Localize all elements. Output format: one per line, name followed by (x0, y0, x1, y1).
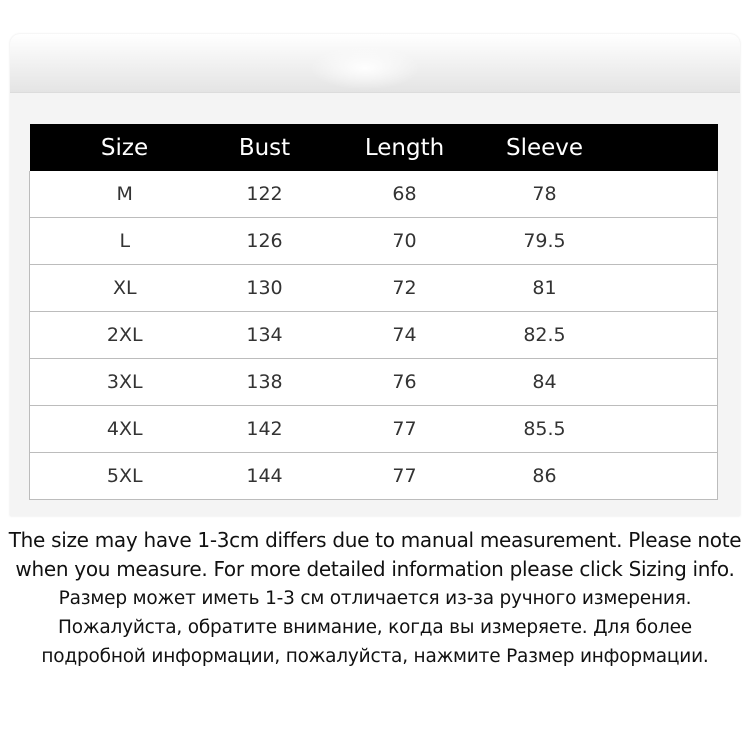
table-header-row (30, 124, 718, 171)
cell-spacer (590, 312, 718, 359)
measurement-notes (0, 526, 750, 671)
cell-bust: 126 (220, 218, 310, 265)
cell-spacer (590, 218, 718, 265)
cell-sleeve: 78 (500, 171, 590, 218)
cell-bust: 142 (220, 406, 310, 453)
header-bust: Bust (220, 124, 310, 171)
cell-size: 3XL (30, 359, 220, 406)
cell-size: L (30, 218, 220, 265)
table-row (30, 171, 718, 218)
table-row (30, 218, 718, 265)
cell-size: XL (30, 265, 220, 312)
cell-sleeve: 86 (500, 453, 590, 500)
cell-bust: 138 (220, 359, 310, 406)
header-size: Size (30, 124, 220, 171)
note-english: The size may have 1-3cm differs due to manual measurement. Please note when you measure. For more detailed information please click Sizing info. (8, 528, 742, 581)
header-spacer (590, 124, 718, 171)
cell-length: 77 (310, 453, 500, 500)
table-row (30, 406, 718, 453)
cell-size: 4XL (30, 406, 220, 453)
header-length: Length (310, 124, 500, 171)
cell-bust: 144 (220, 453, 310, 500)
header-highlight (310, 46, 420, 90)
cell-length: 70 (310, 218, 500, 265)
cell-spacer (590, 265, 718, 312)
table-row (30, 359, 718, 406)
size-table (29, 124, 718, 500)
cell-spacer (590, 453, 718, 500)
cell-spacer (590, 171, 718, 218)
table-row (30, 453, 718, 500)
cell-length: 77 (310, 406, 500, 453)
table-row (30, 265, 718, 312)
cell-bust: 134 (220, 312, 310, 359)
cell-size: M (30, 171, 220, 218)
cell-sleeve: 81 (500, 265, 590, 312)
card-header-bar (10, 34, 740, 93)
note-russian: Размер может иметь 1-3 см отличается из-за ручного измерения. Пожалуйста, обратите внимание, когда вы измеряете. Для более подробной информации, пожалуйста, нажмите Размер информации. (41, 588, 709, 667)
cell-bust: 122 (220, 171, 310, 218)
cell-spacer (590, 406, 718, 453)
table-row (30, 312, 718, 359)
cell-size: 2XL (30, 312, 220, 359)
cell-length: 72 (310, 265, 500, 312)
header-sleeve: Sleeve (500, 124, 590, 171)
cell-sleeve: 84 (500, 359, 590, 406)
cell-bust: 130 (220, 265, 310, 312)
cell-size: 5XL (30, 453, 220, 500)
cell-length: 74 (310, 312, 500, 359)
cell-sleeve: 79.5 (500, 218, 590, 265)
cell-length: 76 (310, 359, 500, 406)
cell-sleeve: 85.5 (500, 406, 590, 453)
cell-length: 68 (310, 171, 500, 218)
cell-spacer (590, 359, 718, 406)
cell-sleeve: 82.5 (500, 312, 590, 359)
